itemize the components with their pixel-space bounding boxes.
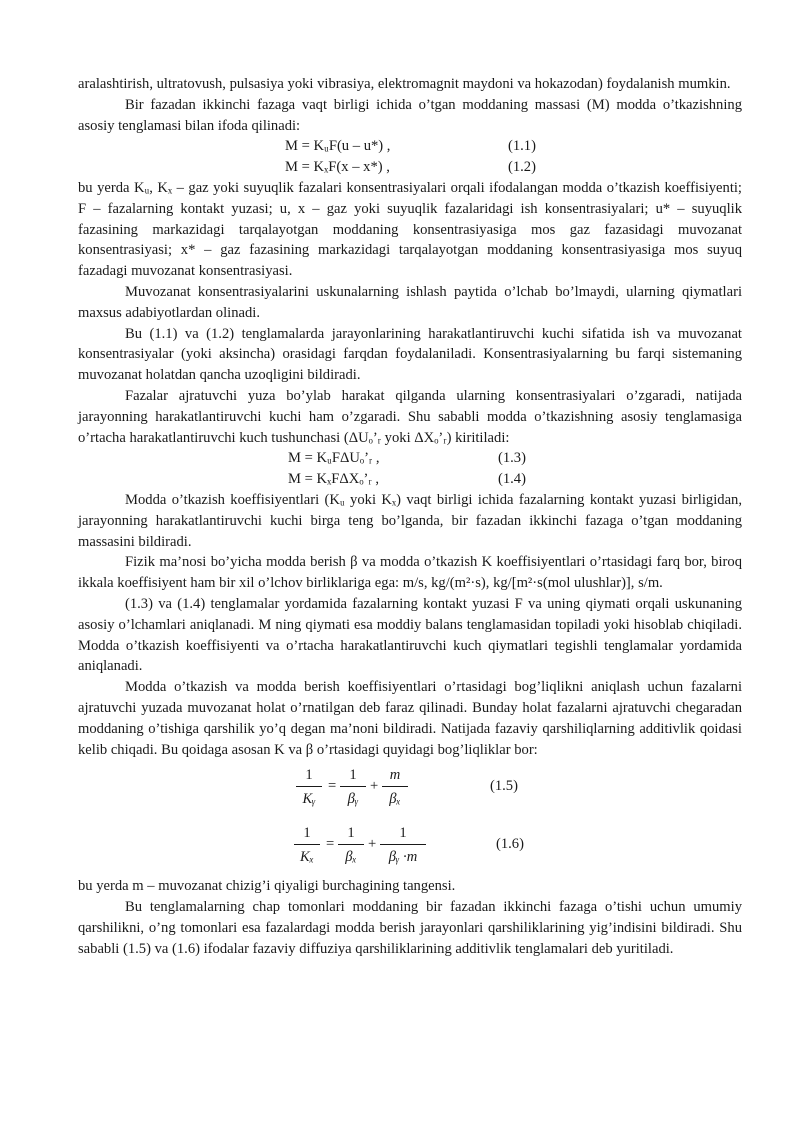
- paragraph: Bir fazadan ikkinchi fazaga vaqt birligi ichida o’tgan moddaning massasi (M) modda o’tkazishning asosiy tenglamasi bilan ifoda qilinadi:: [78, 96, 742, 134]
- denominator: βₓ: [345, 849, 357, 866]
- fraction-lhs: [294, 822, 320, 869]
- paragraph: Bu (1.1) va (1.2) tenglamalarda jarayonlarining harakatlantiruvchi kuchi sifatida ish va muvozanat konsentrasiyalar (yoki aksincha) orasidagi farqdan foydalaniladi. Konsentrasiyalarning bu farqi sistemaning muvozanat holatdan qancha uzoqligini bildiradi.: [78, 325, 742, 384]
- paragraph: Muvozanat konsentrasiyalarini uskunalarning ishlash paytida o’lchab bo’lmaydi, ularning qiymatlari maxsus adabiyotlardan olinadi.: [78, 283, 742, 321]
- plus-sign: +: [368, 836, 377, 853]
- equals-sign: =: [328, 778, 337, 795]
- equation-1-4: [78, 469, 742, 490]
- equation-1-1: [78, 136, 742, 157]
- paragraph: (1.3) va (1.4) tenglamalar yordamida fazalarning kontakt yuzasi F va uning qiymati orqali uskunaning asosiy o’lchamlari aniqlanadi. M ning qiymati esa moddiy balans tenglamasidan topiladi yoki hisoblab chiqiladi. Modda o’tkazish koeffisiyenti va o’rtacha harakatlantiruvchi kuch qiymatlari tegishli tenglamalar yordamida aniqlanadi.: [78, 595, 742, 675]
- fraction-term-1: [340, 764, 366, 811]
- numerator: 1: [305, 767, 313, 784]
- paragraph: Modda o’tkazish koeffisiyentlari (Kᵤ yoki Kₓ) vaqt birligi ichida fazalarning kontakt yuzasi birligidan, jarayonning harakatlantiruvchi kuchi birga teng bo’lganda, bir fazadan ikkinchi fazaga o’tgan moddaning massasini bildiradi.: [78, 491, 742, 550]
- equation-1-3: [78, 448, 742, 469]
- denominator: βᵧ: [347, 791, 359, 808]
- numerator: m: [389, 767, 401, 784]
- equation-number: (1.4): [498, 471, 526, 488]
- denominator: βₓ: [389, 791, 401, 808]
- document-page: [78, 74, 742, 959]
- fraction-lhs: [296, 764, 322, 811]
- paragraph: aralashtirish, ultratovush, pulsasiya yoki vibrasiya, elektromagnit maydoni va hokazodan) foydalanish mumkin.: [78, 76, 731, 92]
- denominator: Kₓ: [300, 849, 314, 866]
- equation-number: (1.2): [508, 159, 536, 176]
- fraction-term-1: [338, 822, 364, 869]
- equation-number: (1.5): [490, 778, 518, 795]
- numerator: 1: [347, 825, 355, 842]
- paragraph: Fizik ma’nosi bo’yicha modda berish β va modda o’tkazish K koeffisiyentlari o’rtasidagi farq bor, biroq ikkala koeffisiyent ham bir xil o’lchov birliklariga ega: m/s, kg/(m²·s), kg/[m²·s(mol ulushlar)], s/m.: [78, 554, 742, 592]
- equals-sign: =: [326, 836, 335, 853]
- equation-body: M = KₓFΔXₒ’ᵣ ,: [288, 471, 380, 488]
- equation-body: M = KₓF(x – x*) ,: [285, 159, 390, 176]
- equation-1-2: [78, 157, 742, 178]
- equation-number: (1.6): [496, 836, 524, 853]
- numerator: 1: [303, 825, 311, 842]
- paragraph: bu yerda Kᵤ, Kₓ – gaz yoki suyuqlik fazalari konsentrasiyalari orqali ifodalangan modda o’tkazish koeffisiyenti; F – fazalarning kontakt yuzasi; u, x – gaz yoki suyuqlik fazalaridagi ish konsentrasiyalari; u* – suyuqlik fazasining markazidagi tarqalayotgan moddaning konsentrasiyasiga mos gaz fazasidagi muvozanat konsentrasiyasi; x* – gaz fazasining markazidagi tarqalayotgan moddaning konsentrasiyasiga mos suyuq fazadagi muvozanat konsentrasiyasi.: [78, 179, 742, 280]
- equation-1-5: [78, 764, 742, 814]
- equation-number: (1.3): [498, 450, 526, 467]
- equation-body: M = KᵤF(u – u*) ,: [285, 138, 391, 155]
- fraction-term-2: [382, 764, 408, 811]
- denominator: Kᵧ: [302, 791, 316, 808]
- paragraph: Bu tenglamalarning chap tomonlari moddaning bir fazadan ikkinchi fazaga o’tishi uchun umumiy qarshilikni, o’ng tomonlari esa fazalardagi modda berish jarayonlari qarshiliklarining yig’indisini bildiradi. Shu sababli (1.5) va (1.6) ifodalar fazaviy diffuziya qarshiliklarining additivlik tenglamalari deb yuritiladi.: [78, 899, 742, 957]
- plus-sign: +: [370, 778, 379, 795]
- equation-number: (1.1): [508, 138, 536, 155]
- paragraph: Modda o’tkazish va modda berish koeffisiyentlari o’rtasidagi bog’liqlikni aniqlash uchun fazalarni ajratuvchi yuzada muvozanat holat o’rnatilgan deb faraz qilinadi. Bunday holat fazalarni ajratuvchi chegaradan moddaning o’tishiga qarshilik yo’q degan ma’noni bildiradi. Natijada fazaviy qarshiliqlarning additivlik qoidasi kelib chiqadi. Bu qoidaga asosan K va β o’rtasidagi quyidagi bog’liqliklar bor:: [78, 679, 742, 758]
- equation-body: M = KᵤFΔUₒ’ᵣ ,: [288, 450, 380, 467]
- numerator: 1: [349, 767, 357, 784]
- numerator: 1: [399, 825, 407, 842]
- fraction-term-2: [380, 822, 426, 869]
- paragraph: bu yerda m – muvozanat chizig’i qiyaligi burchagining tangensi.: [78, 878, 456, 895]
- paragraph: Fazalar ajratuvchi yuza bo’ylab harakat qilganda ularning konsentrasiyalari o’zgaradi, natijada jarayonning harakatlantiruvchi kuchi ham o’zgaradi. Shu sababli modda o’tkazishning asosiy tenglamasiga o’rtacha harakatlantiruvchi kuch tushunchasi (ΔUₒ’ᵣ yoki ΔXₒ’ᵣ) kiritiladi:: [78, 387, 742, 446]
- denominator: βᵧ ·m: [388, 849, 418, 866]
- equation-1-6: [78, 822, 742, 872]
